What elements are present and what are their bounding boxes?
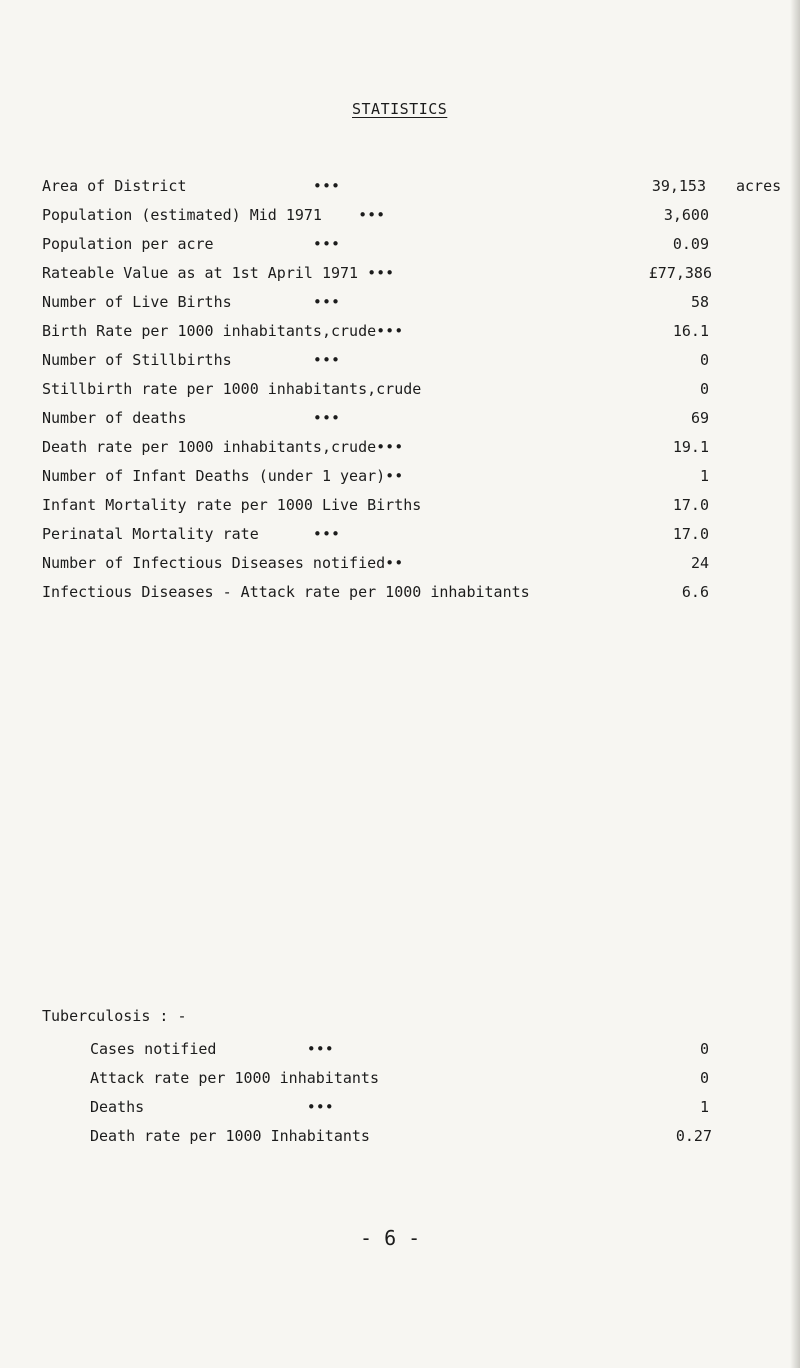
stat-label: Number of Live Births ••• (42, 293, 341, 311)
tb-label: Deaths ••• (90, 1098, 334, 1116)
tb-row (0, 1098, 800, 1122)
stat-value: 0.09 (672, 235, 709, 253)
stat-value: 17.0 (672, 525, 709, 543)
stat-row (0, 380, 800, 404)
stat-label: Stillbirth rate per 1000 inhabitants,crude (42, 380, 422, 398)
stat-value: 0 (699, 380, 709, 398)
stat-value: 1 (699, 467, 709, 485)
stat-label: Area of District ••• (42, 177, 341, 195)
stat-row (0, 496, 800, 520)
stat-row (0, 264, 800, 288)
stat-row (0, 235, 800, 259)
stat-row (0, 206, 800, 230)
stat-row (0, 554, 800, 578)
stat-value: 0 (699, 351, 709, 369)
stat-label: Perinatal Mortality rate ••• (42, 525, 341, 543)
stat-value: 24 (690, 554, 709, 572)
stat-value: 19.1 (672, 438, 709, 456)
stat-label: Infectious Diseases - Attack rate per 1000 inhabitants (42, 583, 530, 601)
stat-value: £77,386 (648, 264, 712, 282)
stat-row (0, 525, 800, 549)
tb-row (0, 1040, 800, 1064)
stat-label: Death rate per 1000 inhabitants,crude••• (42, 438, 404, 456)
stat-label: Number of deaths ••• (42, 409, 341, 427)
stat-label: Infant Mortality rate per 1000 Live Births (42, 496, 422, 514)
stat-label: Number of Infant Deaths (under 1 year)•• (42, 467, 404, 485)
tb-value: 1 (699, 1098, 709, 1116)
stat-label: Population per acre ••• (42, 235, 341, 253)
stat-row (0, 438, 800, 462)
stat-row (0, 467, 800, 491)
stat-row (0, 583, 800, 607)
stat-label: Rateable Value as at 1st April 1971 ••• (42, 264, 395, 282)
page-number: - 6 - (360, 1226, 421, 1250)
tb-value: 0.27 (675, 1127, 712, 1145)
stat-row (0, 409, 800, 433)
stat-value: 6.6 (681, 583, 709, 601)
tb-label: Cases notified ••• (90, 1040, 334, 1058)
stat-value: 58 (690, 293, 709, 311)
stat-value: 3,600 (663, 206, 709, 224)
stat-value: 17.0 (672, 496, 709, 514)
stat-value: 16.1 (672, 322, 709, 340)
stat-label: Birth Rate per 1000 inhabitants,crude••• (42, 322, 404, 340)
tb-value: 0 (699, 1040, 709, 1058)
stat-row (0, 351, 800, 375)
stat-unit: acres (736, 177, 782, 195)
stat-label: Number of Infectious Diseases notified•• (42, 554, 404, 572)
stat-row (0, 293, 800, 317)
tb-value: 0 (699, 1069, 709, 1087)
stat-value: 39,153 (651, 177, 706, 195)
stat-row (0, 177, 800, 201)
page-title: STATISTICS (352, 100, 448, 118)
tb-label: Death rate per 1000 Inhabitants (90, 1127, 370, 1145)
tb-row (0, 1127, 800, 1151)
stat-label: Population (estimated) Mid 1971 ••• (42, 206, 386, 224)
tuberculosis-heading: Tuberculosis : - (42, 1007, 187, 1025)
tb-label: Attack rate per 1000 inhabitants (90, 1069, 379, 1087)
stat-value: 69 (690, 409, 709, 427)
stat-row (0, 322, 800, 346)
stat-label: Number of Stillbirths ••• (42, 351, 341, 369)
tb-row (0, 1069, 800, 1093)
